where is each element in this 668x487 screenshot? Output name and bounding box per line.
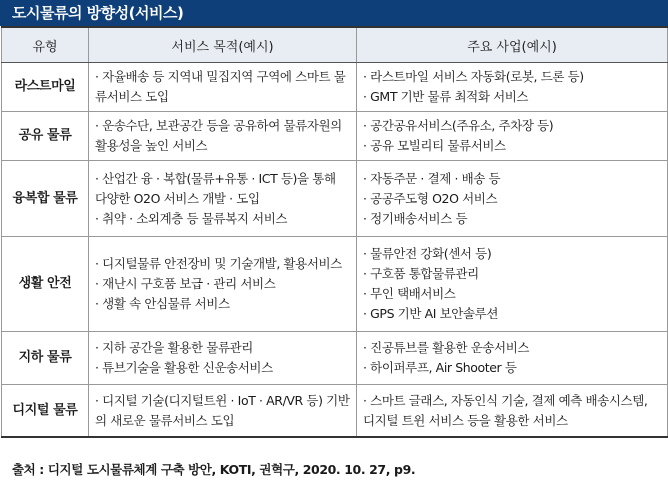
business-line: · 공간공유서비스(주유소, 주차장 등) bbox=[363, 118, 554, 133]
purpose-line: · 디지털물류 안전장비 및 기술개발, 활용서비스 bbox=[95, 256, 342, 271]
row-business bbox=[357, 332, 668, 385]
row-purpose bbox=[89, 332, 357, 385]
business-line: · 공유 모빌리티 물류서비스 bbox=[363, 138, 506, 153]
purpose-line: · 자율배송 등 지역내 밀집지역 구역에 스마트 물류서비스 도입 bbox=[95, 69, 346, 104]
row-type: 융복합 물류 bbox=[2, 161, 89, 237]
source-note: 출처 : 디지털 도시물류체계 구축 방안, KOTI, 권혁구, 2020. 10. 27, p9. bbox=[12, 462, 416, 477]
business-line: · 무인 택배서비스 bbox=[363, 286, 456, 301]
business-line: · GMT 기반 물류 최적화 서비스 bbox=[363, 89, 529, 104]
row-type: 디지털 물류 bbox=[2, 385, 89, 438]
table-row bbox=[2, 332, 668, 385]
table-row bbox=[2, 161, 668, 237]
row-business bbox=[357, 112, 668, 161]
header-row bbox=[2, 27, 668, 63]
purpose-line: · 지하 공간을 활용한 물류관리 bbox=[95, 340, 253, 355]
table-title: 도시물류의 방향성(서비스) bbox=[0, 0, 668, 26]
table-row bbox=[2, 63, 668, 112]
row-type: 생활 안전 bbox=[2, 237, 89, 332]
header-type: 유형 bbox=[2, 27, 89, 63]
table-row bbox=[2, 112, 668, 161]
business-line: · 진공튜브를 활용한 운송서비스 bbox=[363, 340, 530, 355]
purpose-line: · 생활 속 안심물류 서비스 bbox=[95, 296, 230, 311]
business-line: · 자동주문 · 결제 · 배송 등 bbox=[363, 170, 501, 186]
row-purpose bbox=[89, 112, 357, 161]
row-business bbox=[357, 161, 668, 237]
header-business: 주요 사업(예시) bbox=[357, 27, 668, 63]
purpose-line: · 운송수단, 보관공간 등을 공유하여 물류자원의 활용성을 높인 서비스 bbox=[95, 118, 342, 153]
row-business bbox=[357, 63, 668, 112]
row-business bbox=[357, 385, 668, 438]
purpose-line: · 디지털 기술(디지털트윈 · IoT · AR/VR 등) 기반의 새로운 물류서비스 도입 bbox=[95, 392, 350, 428]
row-purpose bbox=[89, 63, 357, 112]
business-line: · GPS 기반 AI 보안솔루션 bbox=[363, 306, 498, 321]
purpose-line: · 재난시 구호품 보급 · 관리 서비스 bbox=[95, 276, 276, 291]
business-line: · 스마트 글래스, 자동인식 기술, 결제 예측 배송시스템, 디지털 트윈 서비스 등을 활용한 서비스 bbox=[363, 392, 648, 428]
row-purpose bbox=[89, 161, 357, 237]
purpose-line: · 취약 · 소외계층 등 물류복지 서비스 bbox=[95, 210, 288, 226]
row-purpose bbox=[89, 385, 357, 438]
table-row bbox=[2, 237, 668, 332]
table-row bbox=[2, 385, 668, 438]
business-line: · 정기배송서비스 등 bbox=[363, 210, 468, 226]
row-purpose bbox=[89, 237, 357, 332]
business-line: · 물류안전 강화(센서 등) bbox=[363, 246, 492, 261]
business-line: · 라스트마일 서비스 자동화(로봇, 드론 등) bbox=[363, 69, 584, 84]
business-line: · 공공주도형 O2O 서비스 bbox=[363, 190, 498, 206]
purpose-line: · 산업간 융 · 복합(물류+유통 · ICT 등)을 통해 다양한 O2O 서비스 개발 · 도입 bbox=[95, 170, 336, 206]
business-line: · 하이퍼루프, Air Shooter 등 bbox=[363, 360, 517, 375]
row-business bbox=[357, 237, 668, 332]
row-type: 지하 물류 bbox=[2, 332, 89, 385]
service-direction-table bbox=[1, 26, 668, 438]
header-purpose: 서비스 목적(예시) bbox=[89, 27, 357, 63]
row-type: 라스트마일 bbox=[2, 63, 89, 112]
row-type: 공유 물류 bbox=[2, 112, 89, 161]
purpose-line: · 튜브기술을 활용한 신운송서비스 bbox=[95, 360, 273, 375]
business-line: · 구호품 통합물류관리 bbox=[363, 266, 479, 281]
